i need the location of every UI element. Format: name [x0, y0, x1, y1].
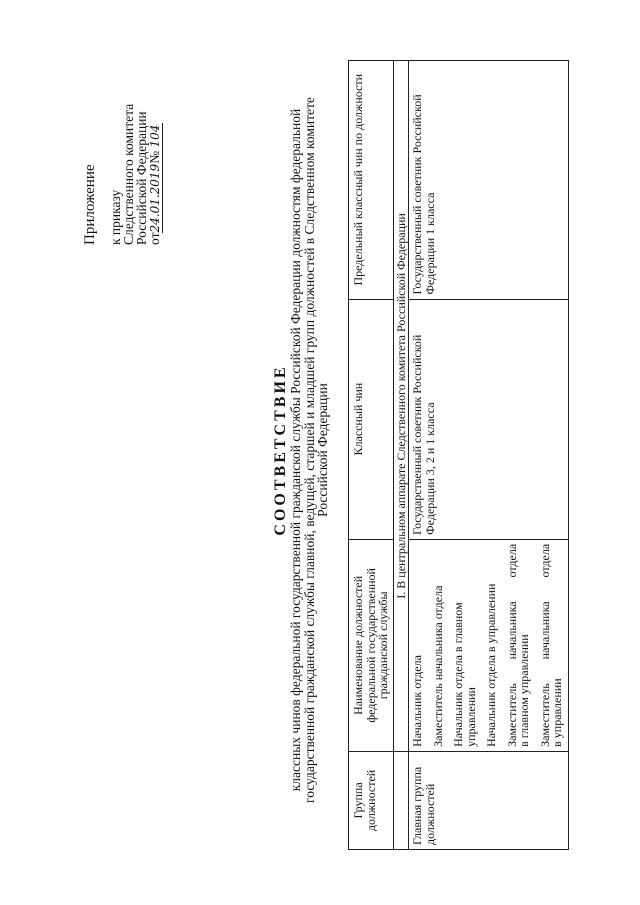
appendix-title: Приложение [82, 164, 98, 245]
position-item: Начальник отдела [410, 655, 424, 747]
handwritten-date-field [148, 123, 163, 233]
appendix-line: Российской Федерации [134, 111, 149, 245]
date-prefix: от [147, 232, 162, 245]
header-position: Наименование должностей федеральной государственной гражданской службы [349, 539, 394, 751]
table-header-row [349, 61, 394, 850]
section-row [393, 61, 409, 850]
section-title: I. В центральном аппарате Следственного комитета Российской Федерации [393, 61, 409, 752]
heading-line: государственной гражданской службы главной, ведущей, старшей и младшей групп должностей в Следственном комитете [301, 97, 317, 803]
cell-max-rank: Государственный советник Российской Федерации 1 класса [409, 61, 569, 300]
heading-line: Российской Федерации [315, 383, 330, 517]
header-class-rank: Классный чин [349, 299, 394, 539]
table-cell-empty [393, 751, 409, 849]
position-item: Начальник отдела в главном управлении [451, 602, 478, 747]
header-group: Группа должностей [349, 751, 394, 849]
cell-class-rank: Государственный советник Российской Федерации 3, 2 и 1 класса [409, 299, 569, 539]
cell-group: Главная группа должностей [409, 751, 569, 849]
heading-title: СООТВЕТСТВИЕ [272, 364, 289, 536]
document-heading [272, 55, 330, 845]
handwritten-number: 104 [148, 124, 162, 148]
table-row [409, 61, 569, 850]
header-max-rank: Предельный классный чин по должности [349, 61, 394, 300]
appendix-block [84, 5, 163, 245]
heading-line: классных чинов федеральной государственной гражданской службы Российской Федерации должностям федеральной [288, 108, 303, 792]
position-item: Заместитель начальника отдела в главном управлении [504, 543, 531, 747]
appendix-line: Следственного комитета [121, 103, 136, 245]
appendix-line: к приказу [108, 189, 123, 245]
cell-positions [409, 539, 569, 751]
position-item: Начальник отдела в управлении [484, 583, 498, 747]
position-item: Заместитель начальника отдела в управлении [537, 543, 564, 747]
appendix-date-line [148, 5, 163, 245]
position-item: Заместитель начальника отдела [430, 585, 445, 747]
number-prefix: № [147, 150, 162, 164]
ranks-table [348, 60, 569, 850]
handwritten-date: 24.01.2019 [148, 163, 162, 233]
